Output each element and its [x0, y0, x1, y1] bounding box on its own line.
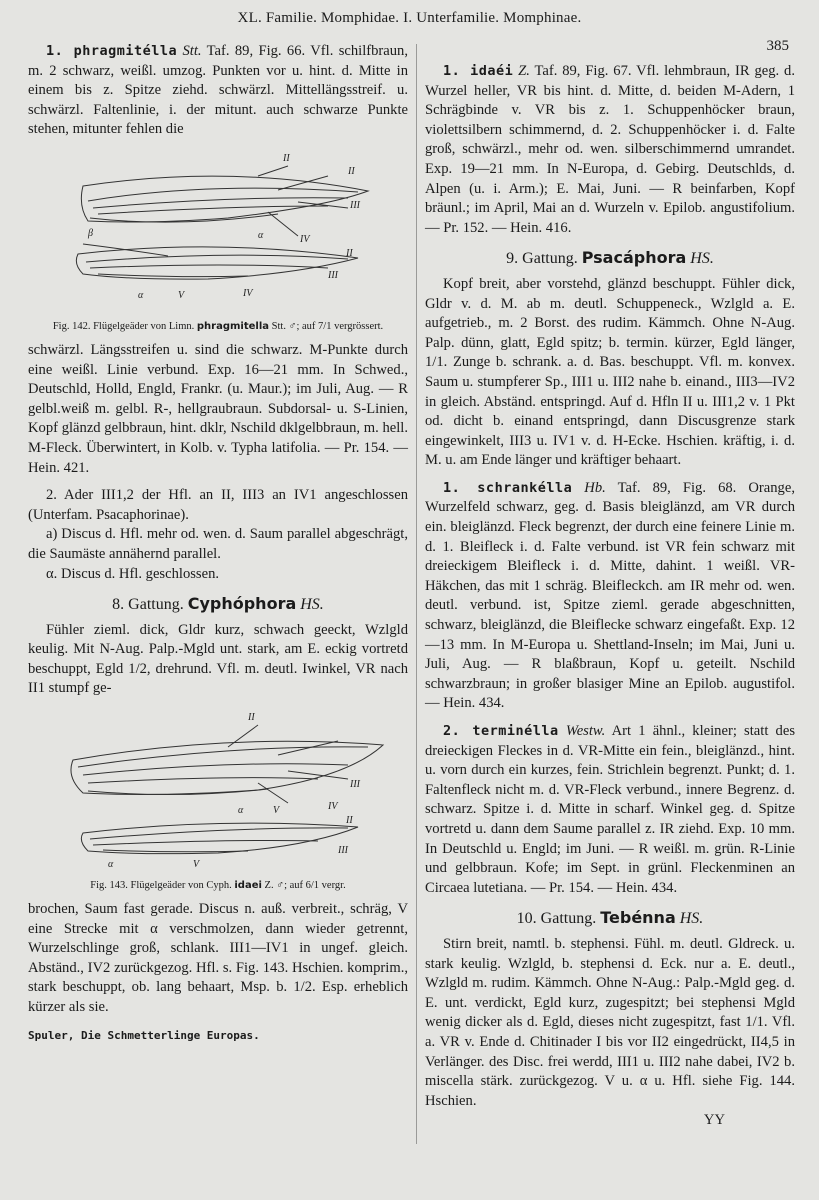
printer-signature: YY	[703, 1112, 725, 1129]
vein-label: V	[193, 859, 200, 871]
key-step-alpha: α. Discus d. Hfl. geschlossen.	[46, 565, 220, 582]
figure-142-caption: Fig. 142. Flügelgeäder von Limn. phragmitella Stt. ♂; auf 7/1 vergrössert.	[52, 320, 384, 332]
vein-label: II	[346, 815, 353, 827]
vein-label: IV	[328, 801, 338, 813]
genus-description-tebenna: Stirn breit, namtl. b. stephensi. Fühl. m. deutl. Gldreck. u. stark keulig. Wzlgld, b. stephensi d. Eck. nur a. E. deutl., Wzlgld m. rudim. Kämmch. Ohne N-Aug.: Palp.-Mgld geg. d. E. unt. verdickt, Egld kurz, zugespitzt; bei stephensi Mgld wenig dicker als d. Egld, dieses nicht zugespitzt, fast 1/1. Vfl. a. VR v. Ende d. Chitinader I bis vor II2 eingedrückt, II4,5 in Verlänger. des Disc. frei werdd, III1 u. III2 nahe dabei, IV2 b. miscella stärk. zurückgezog. V u. α u. Hfl. siehe Fig. 144. Hschien.	[425, 935, 795, 1109]
genus-description-cyphophora: Fühler zieml. dick, Gldr kurz, schwach geeckt, Wzlgld keulig. Mit N-Aug. Palp.-Mgld unt. stark, am E. eckig vortretd beschuppt, Egld 1/2, drehrund. Vfl. m. deutl. Iwinkel, VR nach II1 stumpf ge-	[28, 621, 408, 697]
vein-label: V	[273, 805, 280, 817]
vein-label: V	[178, 289, 185, 301]
vein-label: II	[346, 247, 353, 259]
vein-label: II	[283, 152, 290, 164]
species-entry-idaei: 1. idaéi Z. Taf. 89, Fig. 67. Vfl. lehmbraun, IR geg. d. Wurzel heller, VR bis hint. d. Mitte, d. beiden M-Adern, 1 Schrägbinde v. VR bis z. 1. Schuppenhöcker braun, violettsilbern schimmernd, d. 2. Schuppenhöcker i. d. Falte groß, schwärzl., mehr od. wen. silberschimmernd umrandet. Exp. 19—21 mm. In N-Europa, d. Gebirg. Deutschlds, d. Alpen (u. i. Arm.); E. Mai, Juni. — R beinfarben, Kopf bräunl.; im April, Mai an d. Wurzeln v. Epilob. angustifolium. — Pr. 152. — Hein. 416.	[425, 63, 795, 236]
vein-label: IV	[243, 287, 253, 299]
footer-publication: Spuler, Die Schmetterlinge Europas.	[28, 1028, 260, 1042]
species-entry-schrankella: 1. schrankélla Hb. Taf. 89, Fig. 68. Orange, Wurzelfeld schwarz, geg. d. Basis bleiglänzd, am VR durch ein. bleiglänzd. Fleck begrenzt, der durch eine feinere Linie m. d. 1. Bleifleck i. d. Falte verbund. ist VR fein schwarz mit dreieckigem Bleifleck i. d. Mitte, dahint. 1 weißl. VR-Häkchen, das mit 1 schräg. Bleifleckch. am IR mehr od. wen. deutl. verbund. ist, Spitze zieml. gerade abgeschnitten, schwarz, bleiglänzd, die Bleiflecke schwarz eingefaßt. Exp. 12—13 mm. In M-Europa u. Shettland-Inseln; im Mai, Juni u. Juli, Aug. — R blaßbraun, Kopf u. geteilt. Nschild schwarzbraun; in großer blasiger Mine an Epilob. augustifol. — Hein. 434.	[425, 479, 795, 712]
vein-label: α	[238, 805, 244, 817]
figure-143-wing-venation	[28, 705, 408, 875]
page-number: 385	[766, 38, 789, 54]
vein-label: α	[108, 859, 114, 871]
genus-heading-tebenna: 10. Gattung. Tebénna HS.	[516, 908, 704, 928]
left-column	[28, 42, 408, 1045]
wing-venation-drawing	[28, 146, 408, 316]
genus-description-cyphophora-cont: brochen, Saum fast gerade. Discus n. auß. verbreit., schräg, V eine Strecke mit α verschmolzen, dann wieder getrennt, Wurzelschlinge groß, schlank. III1—IV1 in ungef. gleich. Abständ., IV2 zurückgezog. Hfl. s. Fig. 143. Hschien. komprim., stark beschuppt, ob. lang behaart, Msp. b. 1/2. Esp. erheblich kürzer als sie.	[28, 901, 408, 1016]
species-entry-terminella: 2. terminélla Westw. Art 1 ähnl., kleiner; statt des dreieckigen Fleckes in d. VR-Mitte ein fein., bleiglänzd., hint. u. vorn durch ein kurzes, fein. Strichlein begrenzt. Punkt; d. 1. Faltenfleck nicht m. d. VR-Fleck verbund., innere Begrenz. d. schwarz. Spitze i. d. Mitte in scharf. Winkel geg. d. Spitze vortretd u. dann dem Saume parallel z. IR ziehd. Exp. 10 mm. In Deutschld u. Engld; im Juni. — R weißl. m. grün. R-Linie und gelbbraun. Kofe; im Sept. in grünl. Fleckenminen an Circaea lutetiana. — Pr. 154. — Hein. 434.	[425, 723, 795, 896]
species-entry-phragmitella: 1. phragmitélla Stt. Taf. 89, Fig. 66. Vfl. schilfbraun, m. 2 schwarz, weißl. umzog. Punkten vor u. hint. d. Mitte in einem bis z. Spitze ziehd. schwärzl. Mittellängsstreif. u. schwärzl. Faltenlinie, i. der mitunt. auch schwarze Punkte stehen, mitunter fehlen die	[28, 43, 408, 138]
genus-description-psacaphora: Kopf breit, aber vorstehd, glänzd beschuppt. Fühler dick, Gldr v. d. M. ab m. deutl. Schuppeneck., Wzlgld a. E. aufgetrieb., m. 2 Borst. des rudim. Kämmch. Ohne N-Aug. Palp. dünn, glatt, Egld spitz; b. termin. kürzer, Egld länger, 1/1. Zunge b. schrank. a. d. Bas. beschuppt. Vfl. m. konvex. Saum u. stumpferer Sp., III1 u. III2 nahe b. einand., III3—IV2 in gleich. Abständ. entspringd. Auf d. Hfln II u. III1,2 v. 1 Pkt od. dicht b. einand entspringd, dann Discusgrenze stark eingewinkelt, III3 u. IV1 v. d. H-Ecke. Hschien. kräftig, i. d. M. u. am Ende länger und kräftiger behaart.	[425, 275, 795, 469]
vein-label: α	[138, 289, 144, 301]
vein-label: α	[258, 229, 264, 241]
right-column	[425, 62, 795, 1131]
figure-142-wing-venation	[28, 146, 408, 316]
key-step-a: a) Discus d. Hfl. mehr od. wen. d. Saum parallel abgeschrägt, die Saumäste annähernd parallel.	[28, 526, 408, 562]
vein-label: III	[350, 779, 360, 791]
key-step-2: 2. Ader III1,2 der Hfl. an II, III3 an IV1 angeschlossen (Unterfam. Psacaphorinae).	[28, 487, 408, 523]
genus-heading-psacaphora: 9. Gattung. Psacáphora HS.	[506, 248, 714, 268]
vein-label: III	[338, 845, 348, 857]
wing-venation-drawing	[28, 705, 408, 875]
figure-143-caption: Fig. 143. Flügelgeäder von Cyph. idaei Z. ♂; auf 6/1 vergr.	[90, 880, 346, 892]
vein-label: IV	[300, 233, 310, 245]
vein-label: β	[88, 227, 93, 239]
vein-label: II	[348, 165, 355, 177]
column-divider	[416, 44, 417, 1144]
genus-heading-cyphophora: 8. Gattung. Cyphóphora HS.	[112, 594, 324, 614]
vein-label: III	[350, 199, 360, 211]
vein-label: III	[328, 269, 338, 281]
vein-label: II	[248, 712, 255, 724]
paragraph-phragmitella-cont: schwärzl. Längsstreifen u. sind die schwarz. M-Punkte durch eine weißl. Linie verbund. Exp. 16—21 mm. In Schwed., Deutschld, Holld, Engld, Frankr. (u. Maur.); im Juli, Aug. — R gelbl.weiß m. gelbl. R-, hellgraubraun. Subdorsal- u. S-Linien, Kopf glänzd gelbbraun, hint. dklr, Nschild dklgelbbraun, m. hell. M-Fleck. Überwintert, in Kolb. v. Typha latifolia. — Pr. 154. — Hein. 421.	[28, 341, 408, 476]
running-title: XL. Familie. Momphidae. I. Unterfamilie. Momphinae.	[237, 10, 582, 26]
